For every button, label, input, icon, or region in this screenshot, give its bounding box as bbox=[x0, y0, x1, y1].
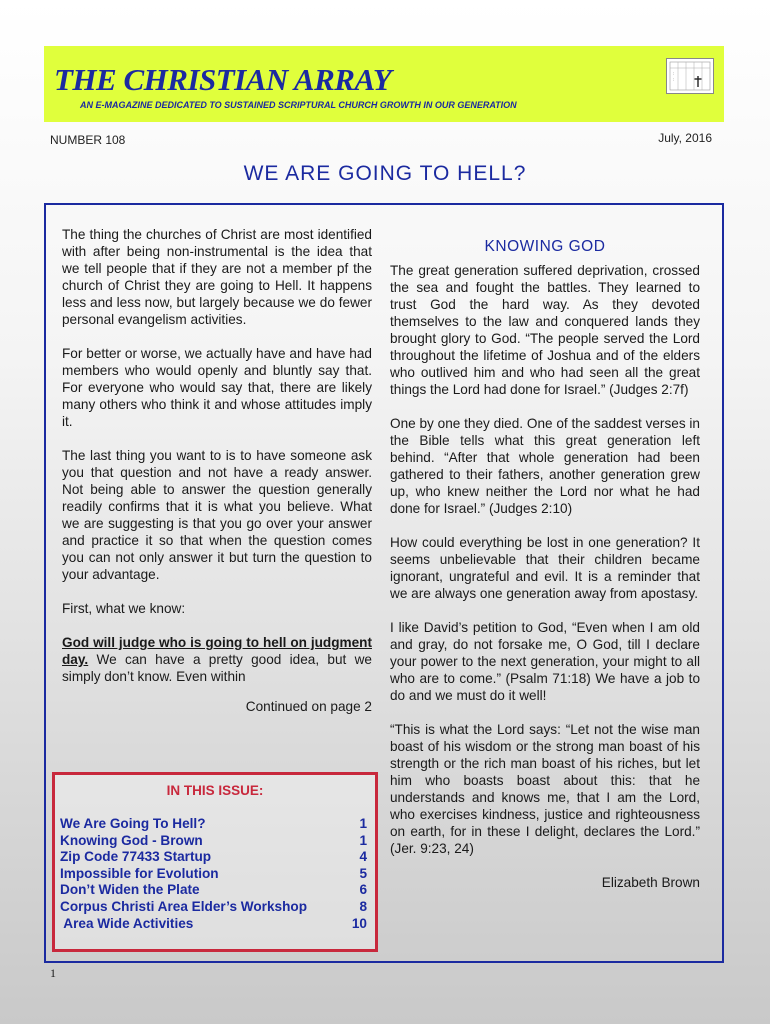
table-of-contents bbox=[55, 816, 375, 932]
author-byline: Elizabeth Brown bbox=[601, 875, 700, 890]
toc-page: 10 bbox=[351, 915, 367, 931]
article-paragraph: The great generation suffered deprivation, crossed the sea and fought the battles. They learned to trust God the hard way. As they devoted themselves to the law and conquered lands they brought glory to God. “The people served the Lord throughout the lifetime of Joshua and of the elders who outlived him and who had seen all the great things the Lord had done for Israel.” (Judges 2:7f) bbox=[390, 263, 700, 397]
toc-item[interactable] bbox=[60, 849, 367, 866]
toc-page: 1 bbox=[359, 816, 367, 831]
issue-number: NUMBER 108 bbox=[50, 133, 126, 147]
article-paragraph: How could everything be lost in one generation? It seems unbelievable that their children became ignorant, ungrateful and evil. It is a reminder that we are always one generation away from apostasy. bbox=[390, 535, 700, 601]
in-this-issue-title: IN THIS ISSUE: bbox=[166, 783, 264, 798]
in-this-issue-box bbox=[52, 772, 378, 952]
magazine-subtitle: AN E-MAGAZINE DEDICATED TO SUSTAINED SCRIPTURAL CHURCH GROWTH IN OUR GENERATION bbox=[80, 100, 517, 110]
magazine-title: THE CHRISTIAN ARRAY bbox=[54, 62, 392, 97]
toc-page: 6 bbox=[359, 882, 367, 898]
underlined-lead-sentence: God will judge who is going to hell on judgment day. bbox=[62, 635, 372, 667]
toc-label: We Are Going To Hell? bbox=[60, 816, 206, 831]
page-number: 1 bbox=[50, 966, 56, 980]
left-column bbox=[62, 226, 372, 715]
toc-label: Area Wide Activities bbox=[60, 915, 194, 931]
svg-text::: : bbox=[673, 71, 675, 76]
svg-text::: : bbox=[673, 77, 675, 82]
toc-item[interactable] bbox=[60, 866, 367, 883]
article-paragraph: For better or worse, we actually have and have had members who would openly and bluntly say that. For everyone who would say that, there are likely many others who think it and whose attitudes imply it. bbox=[62, 346, 372, 429]
toc-page: 4 bbox=[359, 849, 367, 865]
toc-label: Impossible for Evolution bbox=[60, 865, 219, 881]
toc-label: Knowing God - Brown bbox=[60, 832, 203, 848]
masthead bbox=[44, 46, 724, 122]
toc-item[interactable] bbox=[60, 916, 367, 933]
toc-page: 8 bbox=[359, 898, 367, 914]
article-paragraph: “This is what the Lord says: “Let not the wise man boast of his wisdom or the strong man boast of his strength or the rich man boast of his riches, but let him who boasts boast about this: that he understands and knows me, that I am the Lord, who exercises kindness, justice and righteousness on earth, for in these I delight, declares the Lord.” (Jer. 9:23, 24) bbox=[390, 722, 700, 856]
article-paragraph: First, what we know: bbox=[62, 601, 186, 616]
article-paragraph: I like David’s petition to God, “Even when I am old and gray, do not forsake me, O God, till I declare your power to the next generation, your might to all who are to come.” (Psalm 71:18) We have a job to do and we must do it well! bbox=[390, 620, 700, 703]
toc-item[interactable] bbox=[60, 816, 367, 833]
toc-label: Don’t Widen the Plate bbox=[60, 882, 200, 898]
toc-label: Zip Code 77433 Startup bbox=[60, 849, 212, 865]
toc-item[interactable] bbox=[60, 899, 367, 916]
cross-ledger-logo-icon bbox=[666, 58, 714, 94]
paragraph-continuation: We can have a pretty good idea, but we simply don’t know. Even within bbox=[62, 652, 372, 684]
article-headline: WE ARE GOING TO HELL? bbox=[243, 162, 527, 185]
toc-item[interactable] bbox=[60, 833, 367, 850]
right-column bbox=[390, 238, 700, 891]
section-heading: KNOWING GOD bbox=[484, 238, 606, 255]
article-paragraph: The last thing you want to is to have someone ask you that question and not have a ready answer. Not being able to answer the question generally readily confirms that it is what you believe. What we are suggesting is that you go over your answer and practice it so that when the question comes you can not only answer it but turn the question to your advantage. bbox=[62, 448, 372, 582]
article-paragraph bbox=[62, 634, 372, 685]
toc-item[interactable] bbox=[60, 882, 367, 899]
continued-note: Continued on page 2 bbox=[245, 699, 372, 714]
article-paragraph: One by one they died. One of the saddest verses in the Bible tells what this great generation left behind. “After that whole generation had been gathered to their fathers, another generation grew up, who knew neither the Lord nor what he had done for Israel.” (Judges 2:10) bbox=[390, 416, 700, 516]
article-paragraph: The thing the churches of Christ are most identified with after being non-instrumental is the idea that we tell people that if they are not a member pf the church of Christ they are going to Hell. It happens less and less now, but largely because we do fewer personal evangelism activities. bbox=[62, 227, 372, 327]
toc-page: 1 bbox=[359, 832, 367, 848]
issue-date: July, 2016 bbox=[658, 131, 712, 145]
toc-label: Corpus Christi Area Elder’s Workshop bbox=[60, 898, 308, 914]
toc-page: 5 bbox=[359, 865, 367, 881]
